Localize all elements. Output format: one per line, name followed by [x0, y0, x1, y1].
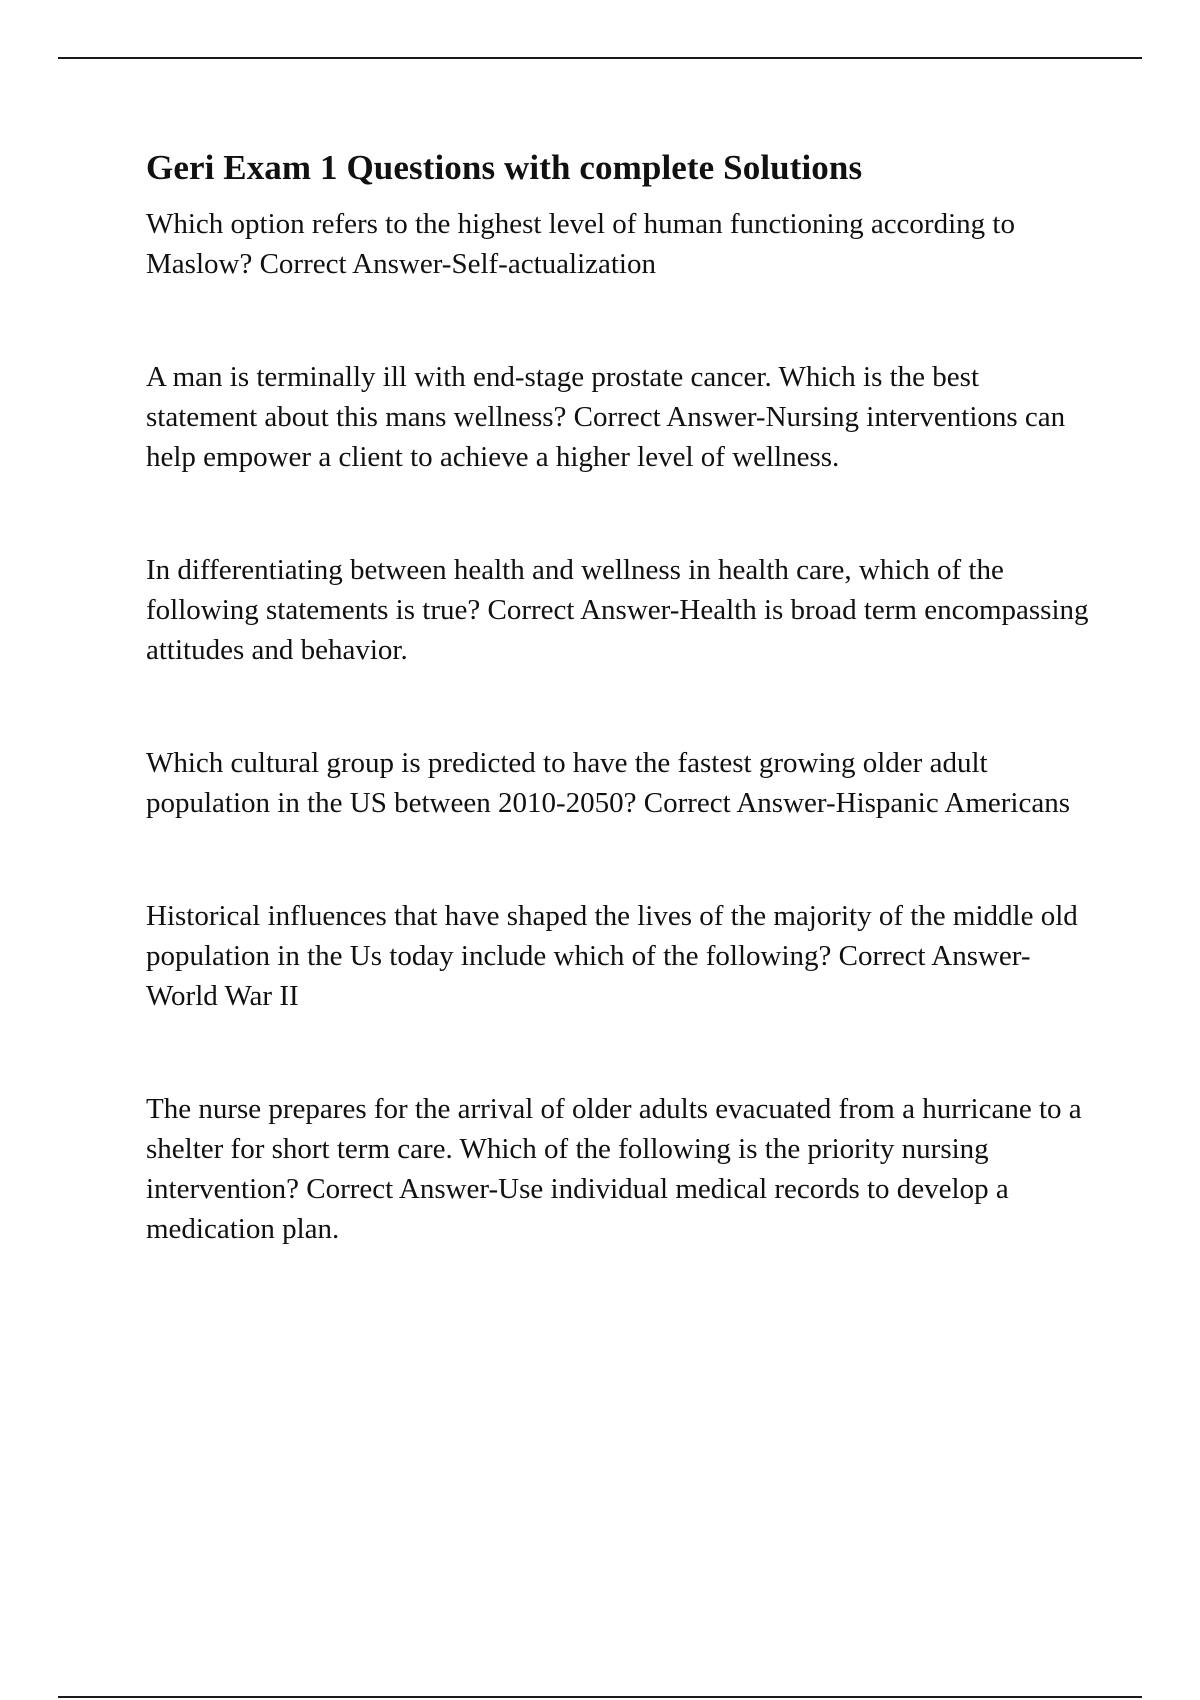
question-text: The nurse prepares for the arrival of older adults evacuated from a hurricane to a shelter for short term care. Which of the following is the priority nursing intervention?: [146, 1093, 1082, 1205]
document-title: Geri Exam 1 Questions with complete Solutions: [146, 148, 863, 187]
question-text: Historical influences that have shaped the lives of the majority of the middle old population in the Us today include which of the following?: [146, 900, 1078, 972]
answer-prefix: Correct Answer-: [259, 248, 452, 280]
answer-prefix: Correct Answer-: [487, 594, 680, 626]
bottom-rule: [58, 1696, 1142, 1698]
question-text: Which option refers to the highest level of human functioning according to Maslow?: [146, 208, 1015, 280]
top-rule: [58, 57, 1142, 59]
qa-list: [146, 204, 1092, 1249]
qa-item: [146, 896, 1092, 1016]
answer-text: Nursing interventions can help empower a client to achieve a higher level of wellness.: [146, 401, 1066, 473]
question-text: A man is terminally ill with end-stage prostate cancer. Which is the best statement about this mans wellness?: [146, 361, 979, 433]
qa-text: [146, 204, 1092, 284]
qa-text: [146, 357, 1092, 477]
answer-text: World War II: [146, 980, 299, 1012]
qa-item: [146, 550, 1092, 670]
qa-text: [146, 1089, 1092, 1249]
answer-text: Use individual medical records to develop a medication plan.: [146, 1173, 1009, 1245]
qa-item: [146, 204, 1092, 284]
answer-text: Health is broad term encompassing attitudes and behavior.: [146, 594, 1089, 666]
answer-text: Hispanic Americans: [835, 787, 1070, 819]
qa-text: [146, 896, 1092, 1016]
answer-prefix: Correct Answer-: [643, 787, 836, 819]
question-text: In differentiating between health and wellness in health care, which of the following statements is true?: [146, 554, 1004, 626]
answer-prefix: Correct Answer-: [838, 940, 1031, 972]
document-body: [146, 142, 1092, 1322]
answer-prefix: Correct Answer-: [306, 1173, 499, 1205]
qa-item: [146, 357, 1092, 477]
question-text: Which cultural group is predicted to have the fastest growing older adult population in the US between 2010-2050?: [146, 747, 988, 819]
qa-text: [146, 743, 1092, 823]
answer-text: Self-actualization: [451, 248, 656, 280]
qa-text: [146, 550, 1092, 670]
answer-prefix: Correct Answer-: [573, 401, 766, 433]
qa-item: [146, 743, 1092, 823]
qa-item: [146, 1089, 1092, 1249]
